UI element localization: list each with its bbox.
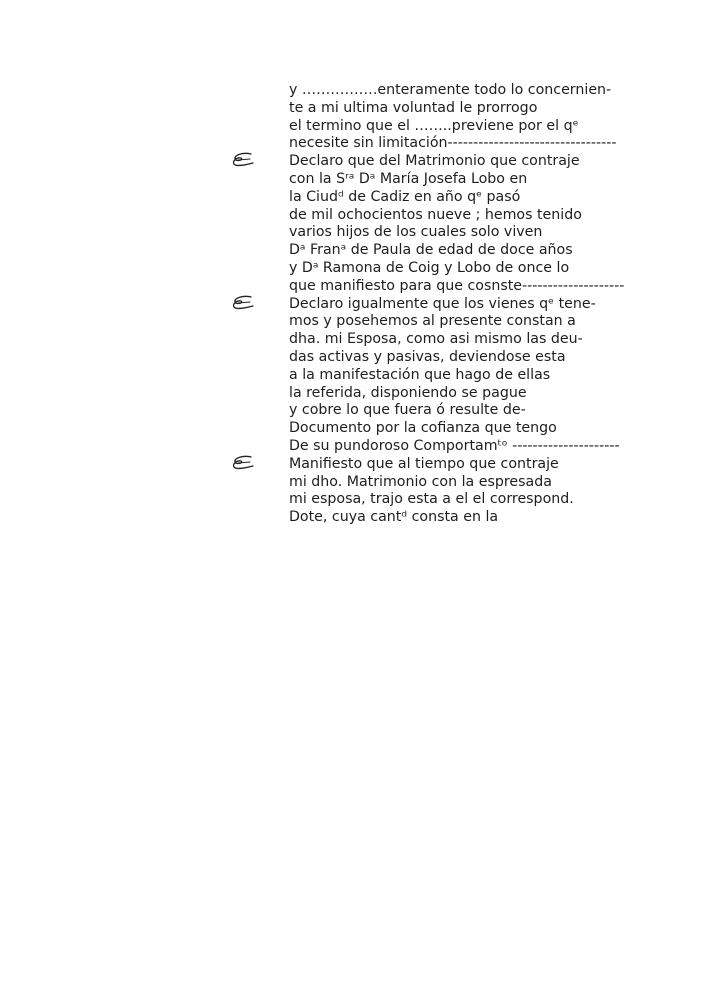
text-line: De su pundoroso Comportamᵗᵒ ---------------------	[289, 437, 620, 454]
text-line: mi dho. Matrimonio con la espresada	[289, 473, 552, 490]
text-line: que manifiesto para que cosnste--------------------	[289, 277, 625, 294]
paragraph-flourish-icon	[229, 294, 257, 312]
text-line: mos y posehemos al presente constan a	[289, 313, 576, 330]
text-line: necesite sin limitación---------------------------------	[289, 135, 617, 152]
text-line: con la Sʳᵃ Dᵃ María Josefa Lobo en	[289, 170, 528, 187]
text-line: Declaro igualmente que los vienes qᵉ tene-	[289, 295, 596, 312]
text-line: el termino que el ……..previene por el qᵉ	[289, 117, 579, 134]
text-line: mi esposa, trajo esta a el el correspond.	[289, 491, 574, 508]
text-line: y Dᵃ Ramona de Coig y Lobo de once lo	[289, 259, 570, 276]
manuscript-transcription	[289, 82, 699, 527]
text-line: Dᵃ Franᵃ de Paula de edad de doce años	[289, 242, 573, 259]
text-line: y cobre lo que fuera ó resulte de-	[289, 402, 526, 419]
text-line: de mil ochocientos nueve ; hemos tenido	[289, 206, 582, 223]
text-line: la Ciudᵈ de Cadiz en año qᵉ pasó	[289, 188, 521, 205]
text-line: Dote, cuya cantᵈ consta en la	[289, 509, 499, 526]
text-line: te a mi ultima voluntad le prorrogo	[289, 99, 538, 116]
text-line: Declaro que del Matrimonio que contraje	[289, 153, 580, 170]
text-line: la referida, disponiendo se pague	[289, 384, 527, 401]
text-line: a la manifestación que hago de ellas	[289, 366, 551, 383]
paragraph-flourish-icon	[229, 454, 257, 472]
text-line: Documento por la cofianza que tengo	[289, 420, 557, 437]
text-line: y …………….enteramente todo lo concernien-	[289, 82, 612, 98]
text-line: das activas y pasivas, deviendose esta	[289, 348, 566, 365]
text-line: varios hijos de los cuales solo viven	[289, 224, 543, 241]
paragraph-flourish-icon	[229, 151, 257, 169]
text-line: dha. mi Esposa, como asi mismo las deu-	[289, 331, 583, 348]
text-line: Manifiesto que al tiempo que contraje	[289, 455, 559, 472]
